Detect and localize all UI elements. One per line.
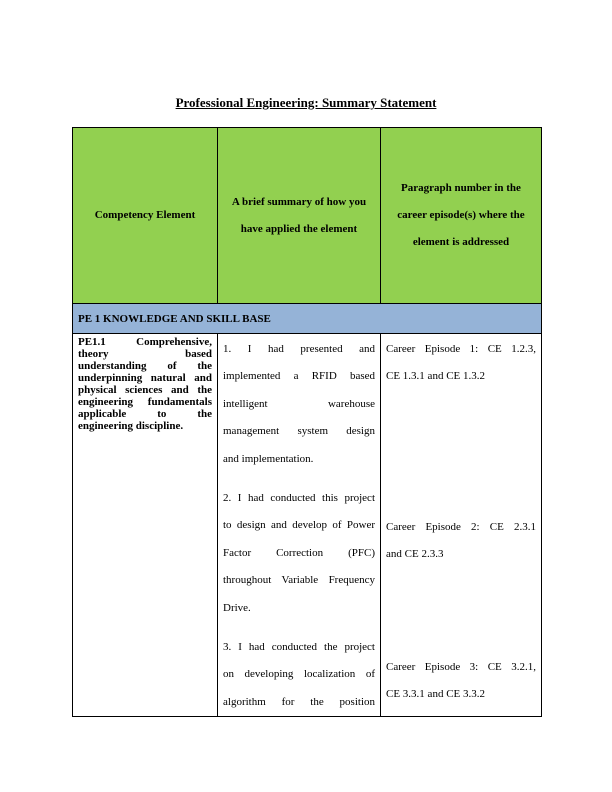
episode-reference xyxy=(386,654,536,709)
episode-reference-cell xyxy=(381,334,542,717)
summary-line: on developing localization of xyxy=(223,668,375,681)
header-paragraph-number: Paragraph number in the career episode(s) where the element is addressed xyxy=(381,128,542,304)
document-title: Professional Engineering: Summary Statement xyxy=(175,95,437,110)
episode-line: CE 1.3.1 and CE 1.3.2 xyxy=(386,370,485,383)
element-line: theory based xyxy=(78,348,212,360)
element-line: PE1.1 Comprehensive, xyxy=(78,336,212,348)
element-line: understanding of the xyxy=(78,360,212,372)
summary-cell xyxy=(218,334,381,717)
table-header-row xyxy=(73,128,542,304)
episode-reference xyxy=(386,336,536,391)
summary-line: to design and develop of Power xyxy=(223,519,375,532)
element-line: underpinning natural and xyxy=(78,372,212,384)
episode-line: Career Episode 2: CE 2.3.1 xyxy=(386,521,536,533)
element-line: engineering fundamentals xyxy=(78,396,212,408)
summary-line: 2. I had conducted this project xyxy=(223,492,375,505)
summary-item xyxy=(223,483,375,622)
table-row xyxy=(73,334,542,717)
element-line: applicable to the xyxy=(78,408,212,420)
episode-line: CE 3.3.1 and CE 3.3.2 xyxy=(386,688,485,701)
episode-line: Career Episode 3: CE 3.2.1, xyxy=(386,661,536,673)
summary-line: and implementation. xyxy=(223,452,314,465)
summary-line: intelligent warehouse xyxy=(223,397,375,410)
summary-item xyxy=(223,632,375,716)
summary-item xyxy=(223,334,375,473)
episode-line: and CE 2.3.3 xyxy=(386,548,444,561)
summary-line: 3. I had conducted the project xyxy=(223,641,375,654)
element-line: physical sciences and the xyxy=(78,384,212,396)
summary-line: algorithm for the position xyxy=(223,695,375,708)
competency-element-cell xyxy=(73,334,218,717)
summary-table xyxy=(72,127,542,717)
summary-line: 1. I had presented and xyxy=(223,343,375,355)
episode-reference xyxy=(386,514,536,569)
summary-line: implemented a RFID based xyxy=(223,370,375,383)
section-label: PE 1 KNOWLEDGE AND SKILL BASE xyxy=(73,304,542,334)
summary-line: management system design xyxy=(223,425,375,438)
header-summary: A brief summary of how you have applied the element xyxy=(218,128,381,304)
episode-line: Career Episode 1: CE 1.2.3, xyxy=(386,343,536,355)
header-competency-element: Competency Element xyxy=(73,128,218,304)
section-row xyxy=(73,304,542,334)
summary-line: throughout Variable Frequency xyxy=(223,574,375,587)
summary-line: Drive. xyxy=(223,601,251,614)
summary-line: Factor Correction (PFC) xyxy=(223,546,375,559)
element-line: engineering discipline. xyxy=(78,420,184,432)
